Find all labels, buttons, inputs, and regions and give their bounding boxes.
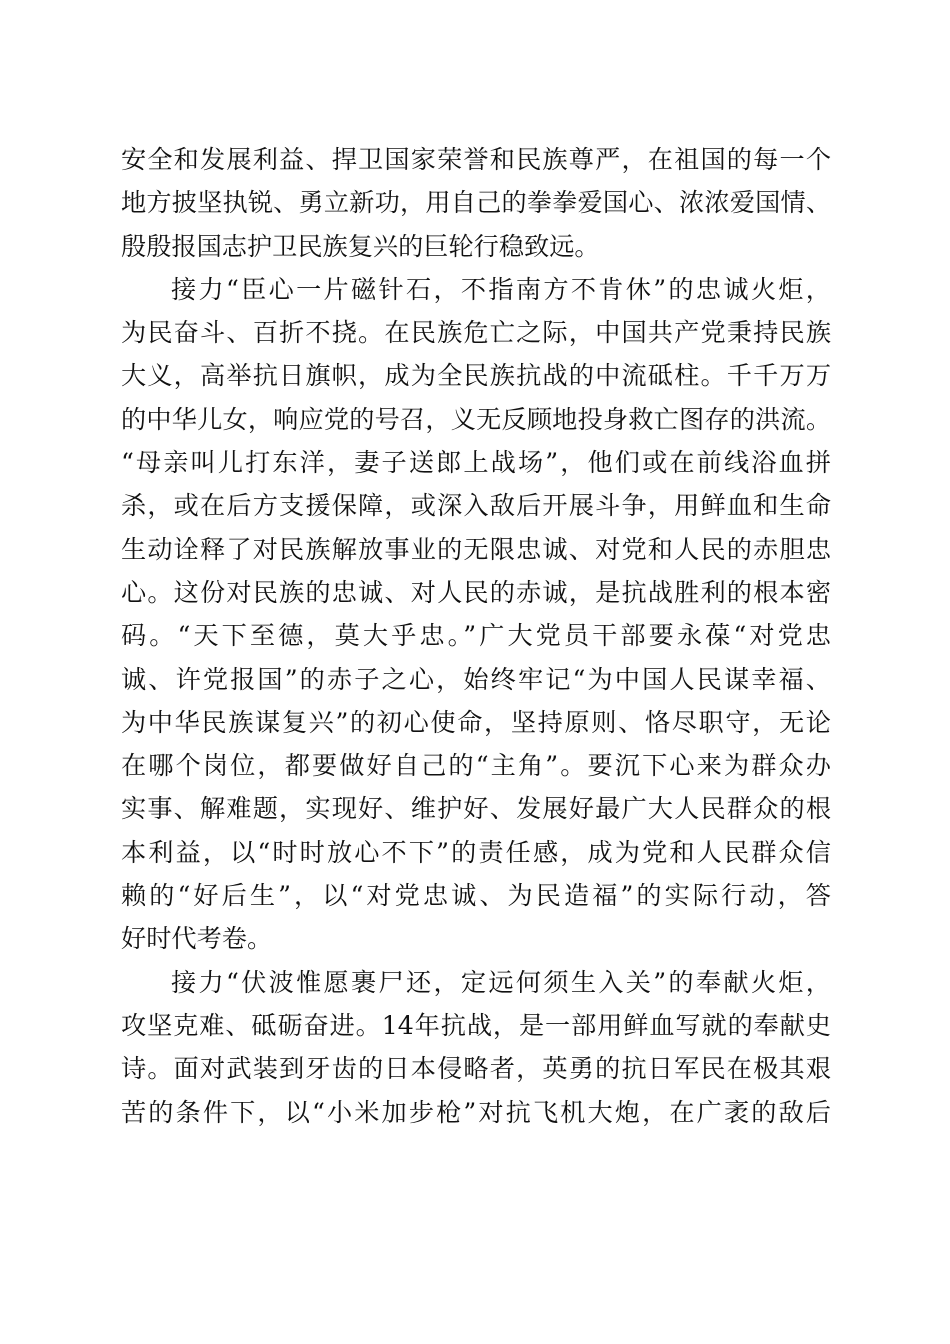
text-line: 安全和发展利益、捍卫国家荣誉和民族尊严，在祖国的每一个	[121, 145, 831, 174]
text-line: 诗。面对武装到牙齿的日本侵略者，英勇的抗日军民在极其艰	[121, 1054, 831, 1084]
text-line: 赖的“好后生”，以“对党忠诚、为民造福”的实际行动，答	[121, 881, 831, 911]
text-line: 诚、许党报国”的赤子之心，始终牢记“为中国人民谋幸福、	[121, 664, 831, 694]
text-line: 实事、解难题，实现好、维护好、发展好最广大人民群众的根	[121, 794, 831, 824]
text-line: 本利益，以“时时放心不下”的责任感，成为党和人民群众信	[121, 837, 831, 867]
text-line: 接力“臣心一片磁针石，不指南方不肯休”的忠诚火炬，	[171, 274, 831, 304]
text-line: 殷殷报国志护卫民族复兴的巨轮行稳致远。	[121, 231, 600, 261]
text-line: 地方披坚执锐、勇立新功，用自己的拳拳爱国心、浓浓爱国情、	[121, 188, 831, 218]
text-line: 心。这份对民族的忠诚、对人民的赤诚，是抗战胜利的根本密	[121, 577, 831, 607]
text-line: 杀，或在后方支援保障，或深入敌后开展斗争，用鲜血和生命	[121, 491, 831, 521]
text-line: 攻坚克难、砥砺奋进。14年抗战，是一部用鲜血写就的奉献史	[121, 1010, 831, 1040]
text-line: 在哪个岗位，都要做好自己的“主角”。要沉下心来为群众办	[121, 751, 831, 781]
text-line: 为中华民族谋复兴”的初心使命，坚持原则、恪尽职守，无论	[121, 707, 831, 737]
text-line: 的中华儿女，响应党的号召，义无反顾地投身救亡图存的洪流。	[121, 404, 831, 434]
text-line: 码。“天下至德，莫大乎忠。”广大党员干部要永葆“对党忠	[121, 621, 831, 651]
text-line: 大义，高举抗日旗帜，成为全民族抗战的中流砥柱。千千万万	[121, 361, 831, 391]
text-line: 好时代考卷。	[121, 924, 273, 954]
text-line: 为民奋斗、百折不挠。在民族危亡之际，中国共产党秉持民族	[121, 318, 831, 348]
text-line: 苦的条件下，以“小米加步枪”对抗飞机大炮，在广袤的敌后	[121, 1097, 831, 1127]
text-line: 接力“伏波惟愿裹尸还，定远何须生入关”的奉献火炬，	[171, 967, 831, 997]
text-line: 生动诠释了对民族解放事业的无限忠诚、对党和人民的赤胆忠	[121, 534, 831, 564]
text-line: “母亲叫儿打东洋，妻子送郎上战场”，他们或在前线浴血拼	[121, 448, 831, 478]
body-text	[121, 138, 831, 1134]
